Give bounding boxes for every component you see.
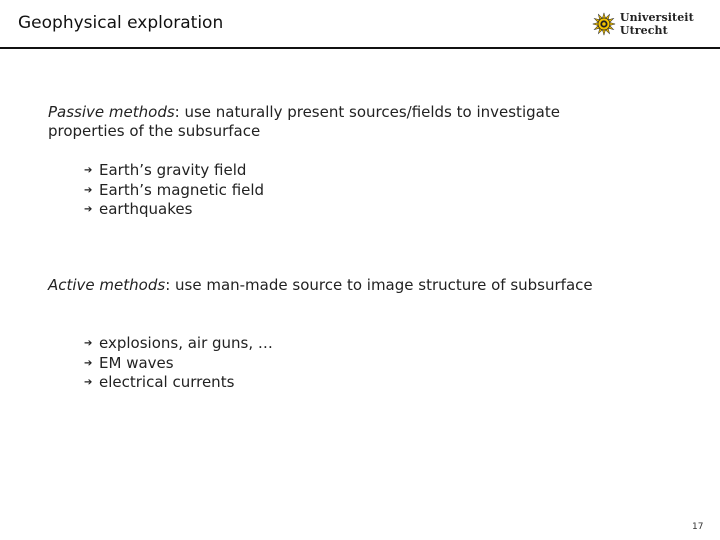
university-logo [592,8,720,40]
list-item-text: electrical currents [99,373,235,391]
arrow-bullet-icon: ➔ [84,377,93,389]
list-item [84,181,264,201]
list-item [84,373,273,393]
list-item-text: Earth’s gravity field [99,161,247,179]
list-item-text: EM waves [99,353,174,372]
list-item [84,334,273,354]
list-item-text: earthquakes [99,200,193,218]
arrow-bullet-icon: ➔ [84,357,93,369]
arrow-bullet-icon: ➔ [84,165,93,177]
list-item-text: Earth’s magnetic field [99,180,265,199]
section-description: : use naturally present sources/fields to investigate properties of the subsurface [48,103,560,140]
list-item-text: explosions, air guns, … [99,334,273,352]
arrow-bullet-icon: ➔ [84,204,93,216]
slide-title: Geophysical exploration [18,13,224,33]
list-item [84,200,264,220]
passive-methods-section [48,103,638,141]
list-item [84,354,273,374]
list-item [84,161,264,181]
section-description: : use man-made source to image structure of subsurface [165,276,593,294]
page-number: 17 [692,522,704,532]
arrow-bullet-icon: ➔ [84,338,93,350]
passive-methods-list [84,161,264,220]
section-heading: Active methods [48,276,166,294]
logo-wordmark: Universiteit Utrecht [619,11,694,37]
active-methods-section [48,276,638,295]
arrow-bullet-icon: ➔ [84,184,93,196]
header-divider [0,47,720,49]
active-methods-list [84,334,273,393]
section-heading: Passive methods [48,103,175,121]
sun-emblem-icon [592,9,616,39]
